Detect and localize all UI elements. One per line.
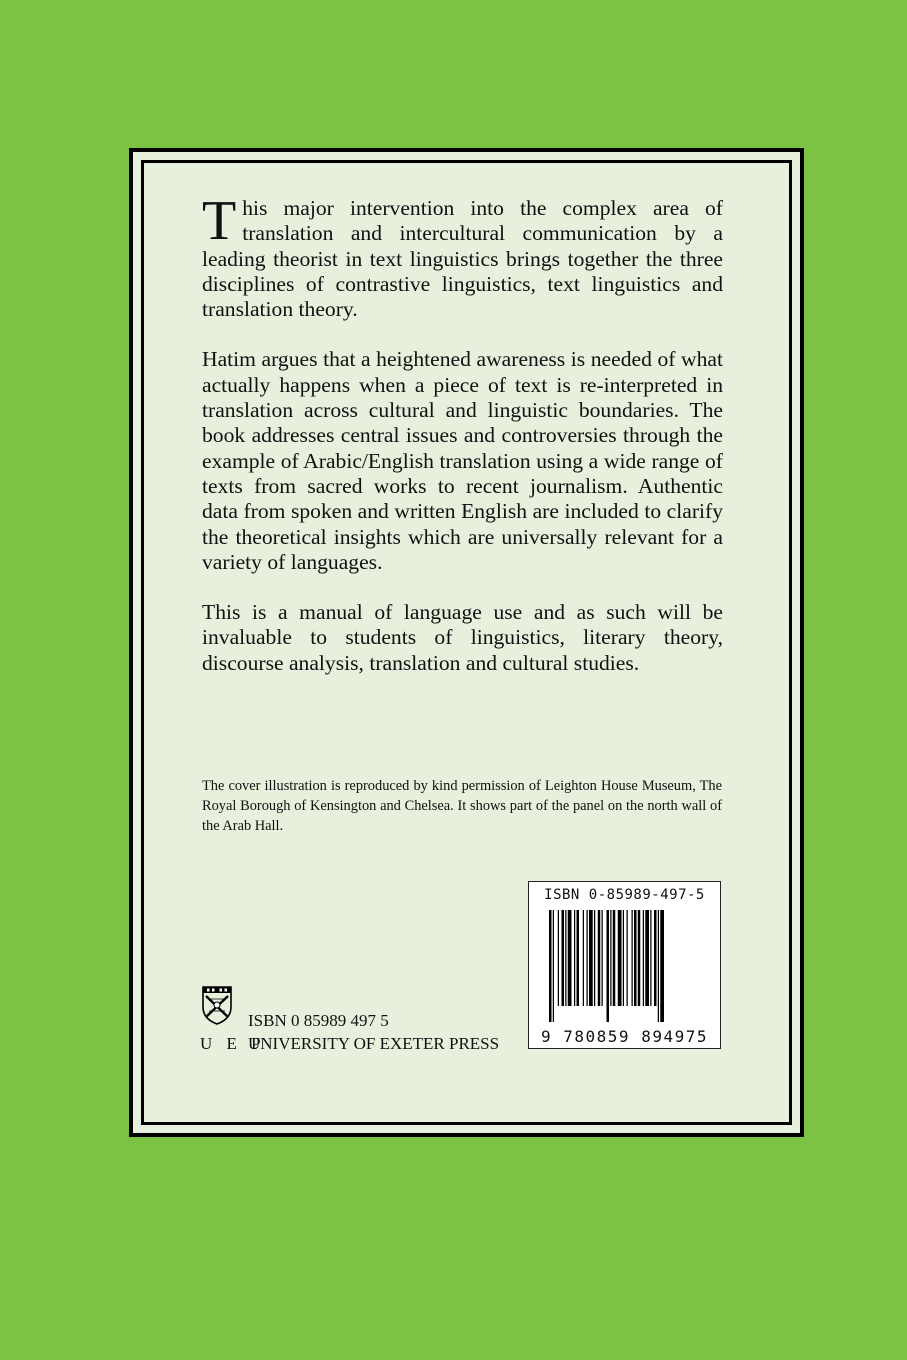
barcode-bar [650, 910, 651, 1006]
barcode-bar [587, 910, 588, 1006]
barcode-bar [627, 910, 628, 1006]
barcode-bar [577, 910, 580, 1006]
barcode-bar [568, 910, 572, 1006]
barcode-bar [638, 910, 641, 1006]
barcode-bar [589, 910, 593, 1006]
barcode-bar [558, 910, 559, 1006]
barcode-bar [565, 910, 566, 1006]
barcode-bar [660, 910, 664, 1022]
barcode-bar [618, 910, 622, 1006]
drop-cap: T [202, 190, 237, 252]
barcode-bar [574, 910, 575, 1006]
barcode-bar [562, 910, 565, 1006]
barcode-bar [598, 910, 601, 1006]
blurb-paragraph-2: Hatim argues that a heightened awareness is needed of what actually happens when a piece of text is re-interpreted in translation across cultural and linguistic boundaries. The book addresses central issues and controversies through the example of Arabic/English translation using a wide range of texts from sacred works to recent journalism. Authentic data from spoken and written English are included to clarify the theoretical insights which are universally relevant for a variety of languages. [202, 347, 723, 574]
barcode-bar [645, 910, 649, 1006]
barcode-bar [623, 910, 624, 1006]
blurb-paragraph-1 [202, 190, 723, 322]
barcode-bar [583, 910, 584, 1006]
barcode-digits: 9 780859 894975 [541, 1027, 708, 1046]
isbn-barcode-box [528, 881, 721, 1049]
blurb-paragraph-3: This is a manual of language use and as such will be invaluable to students of linguistics, literary theory, discourse analysis, translation and cultural studies. [202, 600, 723, 675]
cover-credit: The cover illustration is reproduced by kind permission of Leighton House Museum, The Royal Borough of Kensington and Chelsea. It shows part of the panel on the north wall of the Arab Hall. [202, 778, 722, 834]
publisher-isbn: ISBN 0 85989 497 5 [248, 1011, 389, 1030]
barcode-icon [547, 910, 703, 1028]
barcode-bar [602, 910, 603, 1006]
publisher-name: UNIVERSITY OF EXETER PRESS [248, 1034, 500, 1053]
barcode-bar [553, 910, 554, 1022]
barcode-bar [643, 910, 644, 1006]
barcode-bar [634, 910, 637, 1006]
barcode-bar [607, 910, 610, 1022]
barcode-bar [549, 910, 552, 1022]
barcode-bar [632, 910, 633, 1006]
exeter-press-crest-icon [200, 985, 234, 1025]
barcode-isbn-label: ISBN 0-85989-497-5 [544, 887, 705, 903]
blurb-paragraph-1-text: his major intervention into the complex area of translation and intercultural communication by a leading theorist in text linguistics brings together the three disciplines of contrastive linguistics, text linguistics and translation theory. [202, 196, 723, 322]
barcode-bar [658, 910, 659, 1022]
barcode-bar [594, 910, 595, 1006]
blurb [202, 190, 723, 701]
publisher-initials: U E P [200, 1034, 266, 1053]
barcode-bar [613, 910, 616, 1006]
barcode-bar [654, 910, 657, 1006]
barcode-bar [610, 910, 611, 1006]
